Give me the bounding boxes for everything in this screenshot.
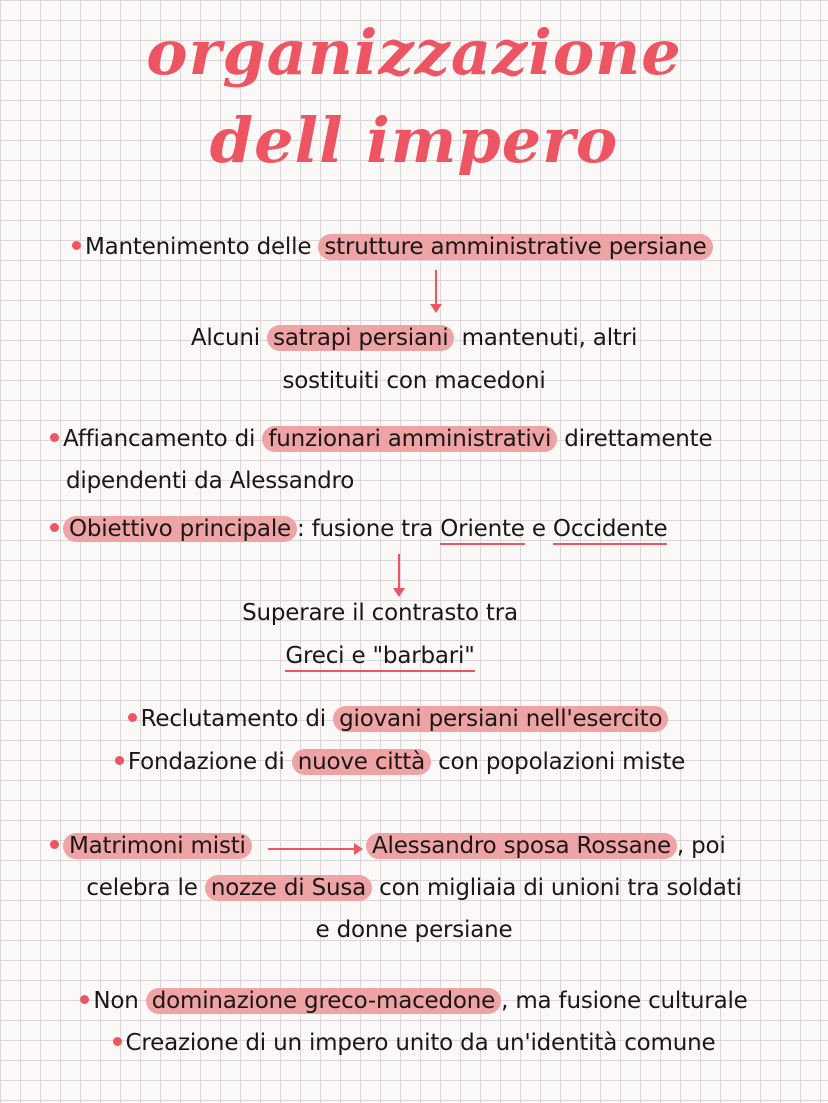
bullet-icon <box>72 241 81 250</box>
underlined-term: Greci e "barbari" <box>285 643 474 672</box>
bullet-icon <box>113 1037 122 1046</box>
note-funzionari-line1: Affiancamento di funzionari amministrativi direttamente <box>50 424 712 454</box>
note-matrimoni-line1 <box>50 831 252 861</box>
page-title-line-2: dell impero <box>209 104 619 177</box>
bullet-icon <box>128 713 137 722</box>
note-strutture: Mantenimento delle strutture amministrative persiane <box>72 232 713 262</box>
highlight: nuove città <box>292 749 431 775</box>
underlined-term: Occidente <box>553 516 667 545</box>
underlined-term: Oriente <box>440 516 524 545</box>
highlight: satrapi persiani <box>267 325 454 351</box>
highlight: dominazione greco-macedone <box>146 988 501 1014</box>
bullet-icon <box>50 433 59 442</box>
note-funzionari-line2: dipendenti da Alessandro <box>66 468 355 494</box>
note-reclutamento: Reclutamento di giovani persiani nell'esercito <box>0 704 812 734</box>
note-matrimoni-line2: celebra le nozze di Susa con migliaia di unioni tra soldati <box>86 875 742 901</box>
highlight: Alessandro sposa Rossane <box>366 833 677 859</box>
bullet-icon <box>115 756 124 765</box>
bullet-icon <box>50 840 59 849</box>
note-matrimoni-rossane: Alessandro sposa Rossane , poi <box>366 831 726 861</box>
highlight: Matrimoni misti <box>63 833 252 859</box>
highlight: Obiettivo principale <box>63 516 297 542</box>
note-superare-line2 <box>0 641 794 671</box>
highlight: nozze di Susa <box>205 875 372 901</box>
page-title-line-1: organizzazione <box>146 16 682 89</box>
bullet-icon <box>50 523 59 532</box>
bullet-icon <box>80 995 89 1004</box>
arrow-right-icon <box>268 848 360 850</box>
note-obiettivo: Obiettivo principale : fusione tra Oriente e Occidente <box>50 514 667 544</box>
highlight: funzionari amministrativi <box>262 426 557 452</box>
note-fondazione: Fondazione di nuove città con popolazioni miste <box>0 747 814 777</box>
highlight: strutture amministrative persiane <box>318 234 712 260</box>
note-satrapi-line2: sostituiti con macedoni <box>282 368 546 394</box>
note-dominazione: Non dominazione greco-macedone , ma fusione culturale <box>0 986 828 1016</box>
note-satrapi-line1: Alcuni satrapi persiani mantenuti, altri <box>190 325 638 351</box>
highlight: giovani persiani nell'esercito <box>333 706 668 732</box>
note-matrimoni-line3: e donne persiane <box>315 917 513 943</box>
note-creazione: Creazione di un impero unito da un'identità comune <box>0 1028 828 1058</box>
note-superare-line1: Superare il contrasto tra <box>242 600 518 626</box>
